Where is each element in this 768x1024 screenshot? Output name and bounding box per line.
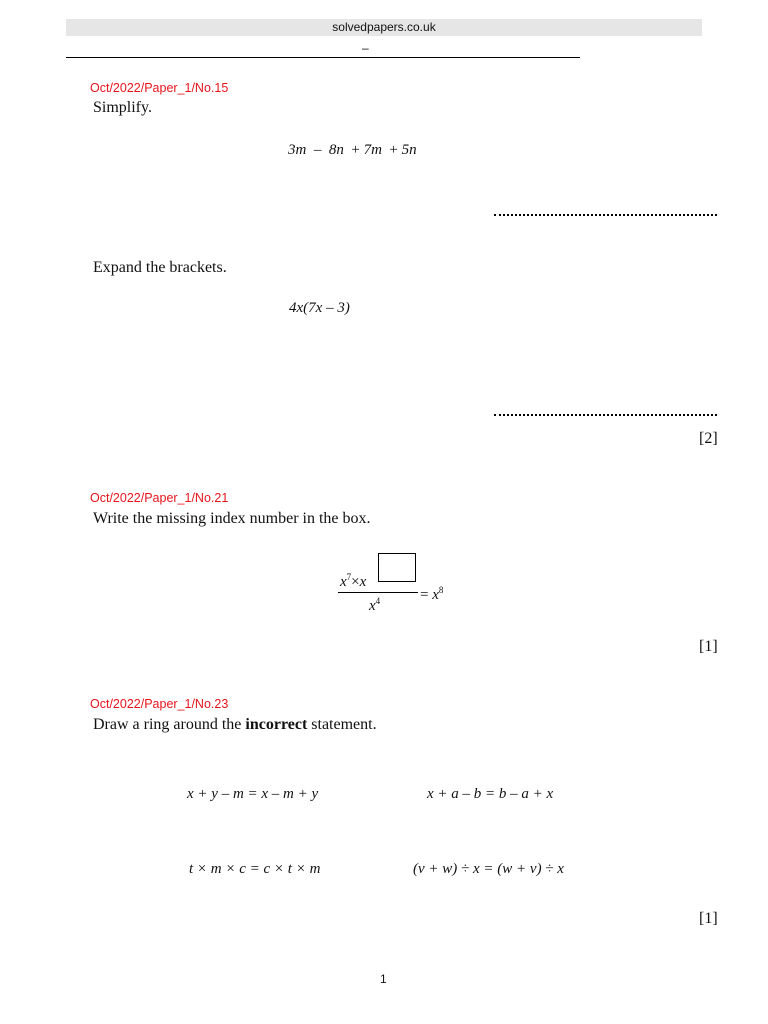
term-4: 5n [401,142,417,158]
question-ref-23: Oct/2022/Paper_1/No.23 [90,697,229,711]
marks-q15: [2] [699,430,718,447]
fraction-bar [338,592,418,593]
ring-prompt-start: Draw a ring around the [93,716,246,733]
expand-prompt: Expand the brackets. [93,259,227,276]
fraction-denominator [369,596,380,615]
times-sign: × [351,574,360,590]
rhs-exp: 8 [438,585,444,595]
equals-sign: = [420,587,429,603]
coefficient: 4x [289,300,304,316]
statement-4[interactable]: (v + w) ÷ x = (w + v) ÷ x [413,861,564,877]
simplify-prompt: Simplify. [93,99,152,116]
question-ref-15: Oct/2022/Paper_1/No.15 [90,81,229,95]
term-3: 7m [363,142,382,158]
header-dash: – [362,41,369,55]
fraction-numerator [340,572,366,591]
term-2: 8n [328,142,344,158]
page-number: 1 [380,972,387,986]
num-base-2: x [359,574,367,590]
question-ref-21: Oct/2022/Paper_1/No.21 [90,491,229,505]
answer-line-simplify[interactable] [494,214,717,216]
op-2: + [351,142,360,158]
fraction-rhs [420,585,443,604]
bracket-term: (7x – 3) [303,300,350,316]
statement-3[interactable]: t × m × c = c × t × m [189,861,321,877]
ring-prompt [93,716,377,734]
op-3: + [389,142,398,158]
term-1: 3m [288,142,307,158]
op-1: – [313,142,322,158]
statement-2[interactable]: x + a – b = b – a + x [427,786,554,802]
expand-expression [289,300,350,317]
site-header [66,19,702,36]
num-exp-1: 7 [346,572,352,582]
den-exp: 4 [375,596,381,606]
index-prompt: Write the missing index number in the box. [93,510,371,527]
num-base-1: x [340,574,347,590]
rhs-base: x [432,587,439,603]
answer-line-expand[interactable] [494,414,717,416]
site-name: solvedpapers.co.uk [332,20,436,34]
header-rule [66,57,580,58]
marks-q21: [1] [699,638,718,655]
ring-prompt-end: statement. [307,716,377,733]
ring-prompt-bold: incorrect [245,716,308,733]
missing-index-box[interactable] [378,553,416,582]
den-base: x [369,598,376,614]
marks-q23: [1] [699,910,718,927]
statement-1[interactable]: x + y – m = x – m + y [187,786,319,802]
simplify-expression [288,142,417,159]
